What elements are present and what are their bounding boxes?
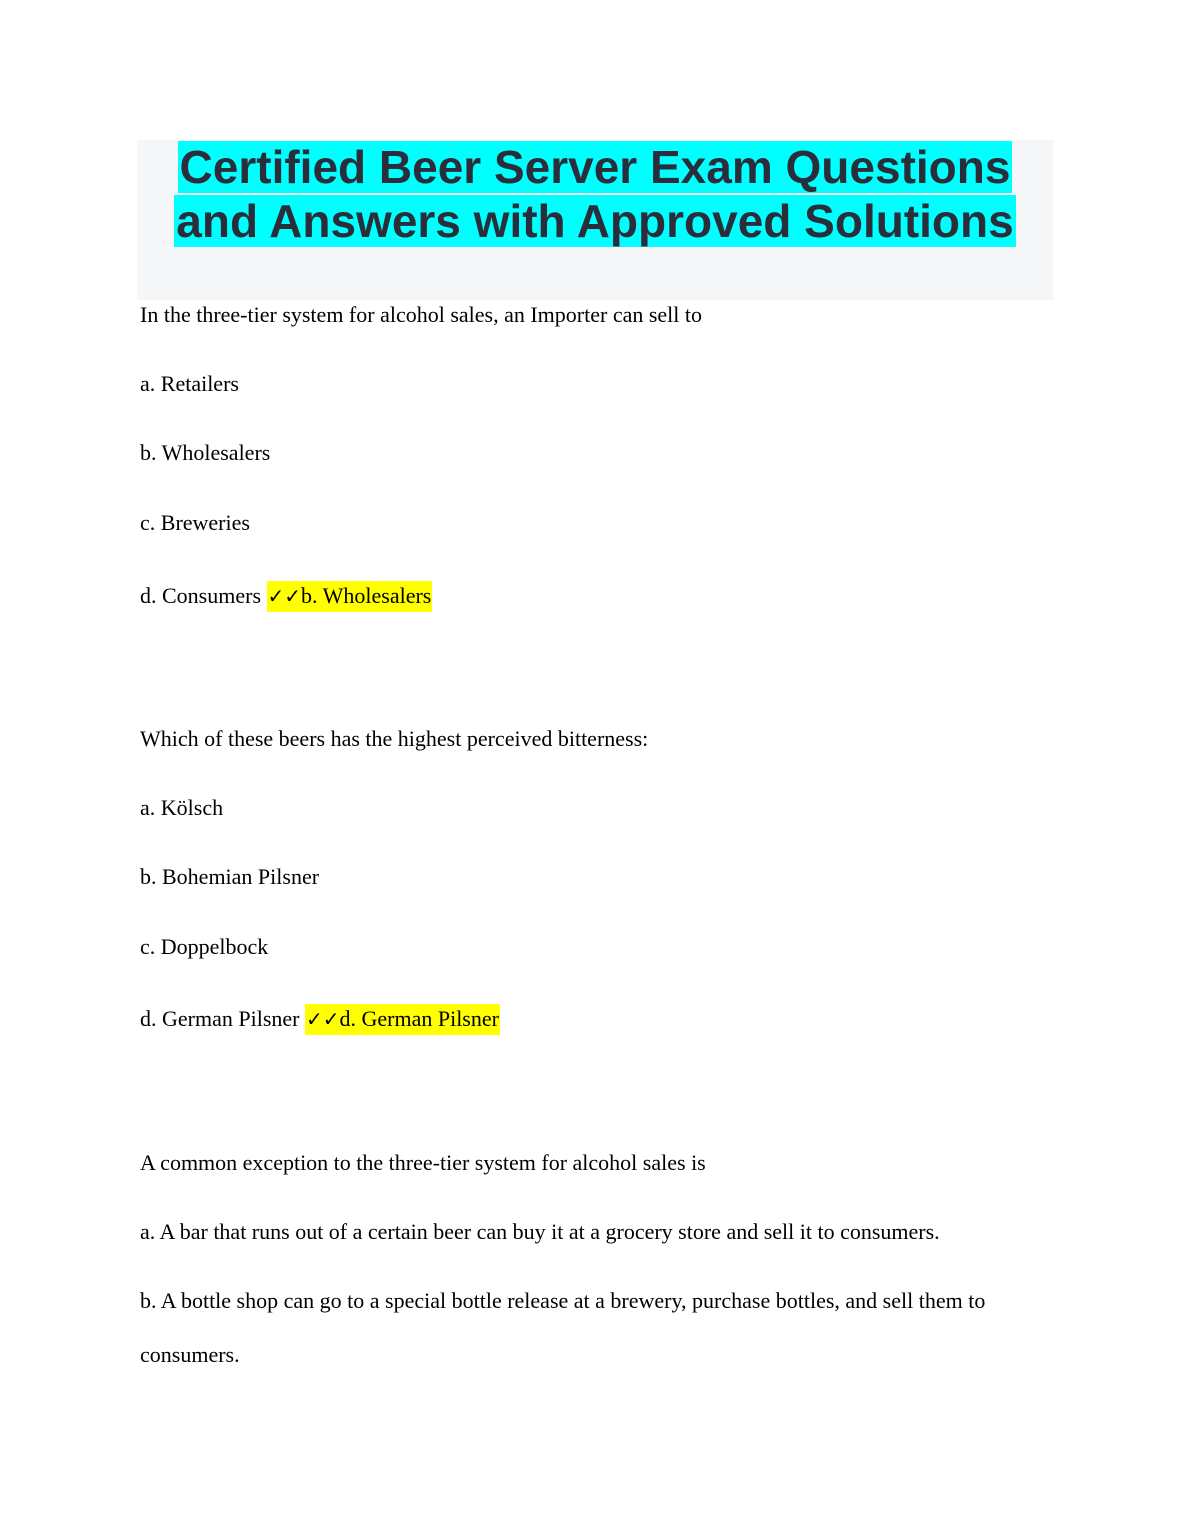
question-1-option-b: b. Wholesalers (140, 440, 271, 465)
question-2-option-c: c. Doppelbock (140, 934, 269, 959)
question-1-option-d: d. Consumers (140, 583, 261, 608)
question-3-option-b-continued: consumers. (140, 1342, 240, 1367)
question-1-option-a: a. Retailers (140, 371, 239, 396)
question-3-option-a: a. A bar that runs out of a certain beer can buy it at a grocery store and sell it to consumers. (140, 1219, 940, 1244)
question-1-answer (267, 581, 433, 612)
question-2-prompt: Which of these beers has the highest perceived bitterness: (140, 726, 649, 751)
question-2-option-d: d. German Pilsner (140, 1006, 300, 1031)
question-1-option-c: c. Breweries (140, 510, 250, 535)
question-3-option-b: b. A bottle shop can go to a special bottle release at a brewery, purchase bottles, and sell them to (140, 1288, 986, 1313)
question-3-prompt: A common exception to the three-tier system for alcohol sales is (140, 1150, 706, 1175)
checkmark-icon: ✓✓ (305, 1007, 340, 1031)
question-2-option-d-line (140, 1006, 500, 1032)
document-title-line-2: and Answers with Approved Solutions (176, 195, 1014, 247)
question-1-option-d-line (140, 583, 432, 609)
question-1-answer-text: b. Wholesalers (301, 583, 432, 608)
question-2-answer (305, 1004, 500, 1035)
checkmark-icon: ✓✓ (267, 584, 302, 608)
question-2-option-b: b. Bohemian Pilsner (140, 864, 320, 889)
question-1-prompt: In the three-tier system for alcohol sales, an Importer can sell to (140, 302, 703, 327)
document-title-line-1: Certified Beer Server Exam Questions (179, 141, 1011, 193)
document-title-block (137, 140, 1053, 300)
question-2-option-a: a. Kölsch (140, 795, 224, 820)
question-2-answer-text: d. German Pilsner (339, 1006, 499, 1031)
